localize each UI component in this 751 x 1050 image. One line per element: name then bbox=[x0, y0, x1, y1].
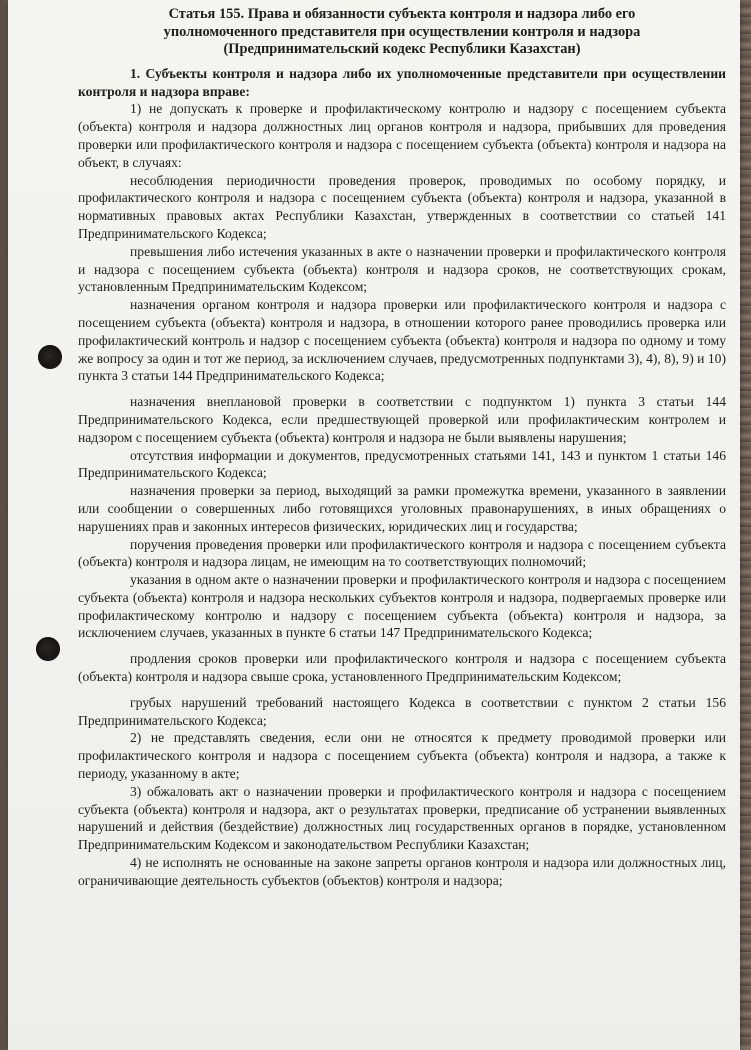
article-title: Статья 155. Права и обязанности субъекта контроля и надзора либо его уполномоченного представителя при осуществлении контроля и надзора (Предпринимательский кодекс Республики Казахстан) bbox=[163, 6, 641, 58]
document-page bbox=[8, 0, 740, 1050]
paragraph-case-period: назначения проверки за период, выходящий за рамки промежутка времени, указанного в заявлении или сообщении о совершенных либо готовящихся уголовных правонарушениях, в иных обращениях о нарушениях прав и законных интересов физических, юридических лиц и государства; bbox=[78, 483, 726, 534]
paragraph-clause-1: 1. Субъекты контроля и надзора либо их уполномоченные представители при осуществлении контроля и надзора вправе: bbox=[78, 65, 726, 99]
paragraph-case-unscheduled: назначения внеплановой проверки в соответствии с подпунктом 1) пункта 3 статьи 144 Предпринимательского Кодекса, если предшествующей проверкой или профилактическим контролем и надзором с посещением субъекта (объекта) контроля и надзора не были выявлены нарушения; bbox=[78, 394, 726, 445]
punch-hole-bottom bbox=[36, 637, 60, 661]
paragraph-subclause-1: 1) не допускать к проверке и профилактическому контролю и надзору с посещением субъекта (объекта) контроля и надзора должностных лиц органов контроля и надзора, прибывших для проведения проверки или профилактического контроля и надзора с посещением субъекта (объекта) контроля и надзора на объект, в случаях: bbox=[78, 101, 726, 170]
paragraph-case-repeat: назначения органом контроля и надзора проверки или профилактического контроля и надзора с посещением субъекта (объекта) контроля и надзора, в отношении которого ранее проводились проверка или профилактический контроль и надзор с посещением субъекта (объекта) контроля и надзора по одному и тому же вопросу за один и тот же период, за исключением случаев, предусмотренных подпунктами 3), 4), 8), 9) и 10) пункта 3 статьи 144 Предпринимательского Кодекса; bbox=[78, 297, 726, 384]
paragraph-case-terms: превышения либо истечения указанных в акте о назначении проверки и профилактического контроля и надзора с посещением субъекта (объекта) контроля и надзора сроков, не соответствующих срокам, установленным Предпринимательским Кодексом; bbox=[78, 243, 726, 295]
paragraph-subclause-3: 3) обжаловать акт о назначении проверки и профилактического контроля и надзора с посещением субъекта (объекта) контроля и надзора, акт о результатах проверки, предписание об устранении выявленных нарушений и действия (бездействие) должностных лиц государственных органов в порядке, установленном Предпринимательским Кодексом и законодательством Республики Казахстан; bbox=[78, 783, 726, 853]
background-right-edge bbox=[739, 0, 751, 1050]
paragraph-case-multiple-subjects: указания в одном акте о назначении проверки и профилактического контроля и надзора с посещением субъекта (объекта) контроля и надзора нескольких субъектов контроля и надзора, подвергаемых проверке или профилактическому контролю и надзору с посещением субъекта (объекта) контроля и надзора, за исключением случаев, указанных в пункте 6 статьи 147 Предпринимательского Кодекса; bbox=[78, 572, 726, 641]
paragraph-subclause-2: 2) не представлять сведения, если они не относятся к предмету проводимой проверки или профилактического контроля и надзора с посещением субъекта (объекта) контроля и надзора, а также к периоду, указанному в акте; bbox=[78, 730, 726, 782]
paragraph-case-periodicity: несоблюдения периодичности проведения проверок, проводимых по особому порядку, и профилактического контроля и надзора с посещением субъекта (объекта) контроля и надзора, указанной в нормативных правовых актах Республики Казахстан, утвержденных в соответствии со статьей 141 Предпринимательского Кодекса; bbox=[78, 172, 726, 241]
paragraph-case-gross-violations: грубых нарушений требований настоящего Кодекса в соответствии с пунктом 2 статьи 156 Предпринимательского Кодекса; bbox=[78, 694, 726, 728]
punch-hole-top bbox=[38, 345, 62, 369]
paragraph-case-extension: продления сроков проверки или профилактического контроля и надзора с посещением субъекта (объекта) контроля и надзора свыше срока, установленного Предпринимательским Кодексом; bbox=[78, 651, 726, 685]
paragraph-subclause-4: 4) не исполнять не основанные на законе запреты органов контроля и надзора или должностных лиц, ограничивающие деятельность субъектов (объектов) контроля и надзора; bbox=[78, 855, 726, 888]
paragraph-case-missing-info: отсутствия информации и документов, предусмотренных статьями 141, 143 и пунктом 1 статьи 146 Предпринимательского Кодекса; bbox=[78, 447, 726, 481]
paragraph-case-authority: поручения проведения проверки или профилактического контроля и надзора с посещением субъекта (объекта) контроля и надзора лицам, не имеющим на то соответствующих полномочий; bbox=[78, 536, 726, 570]
document-text bbox=[78, 6, 726, 890]
